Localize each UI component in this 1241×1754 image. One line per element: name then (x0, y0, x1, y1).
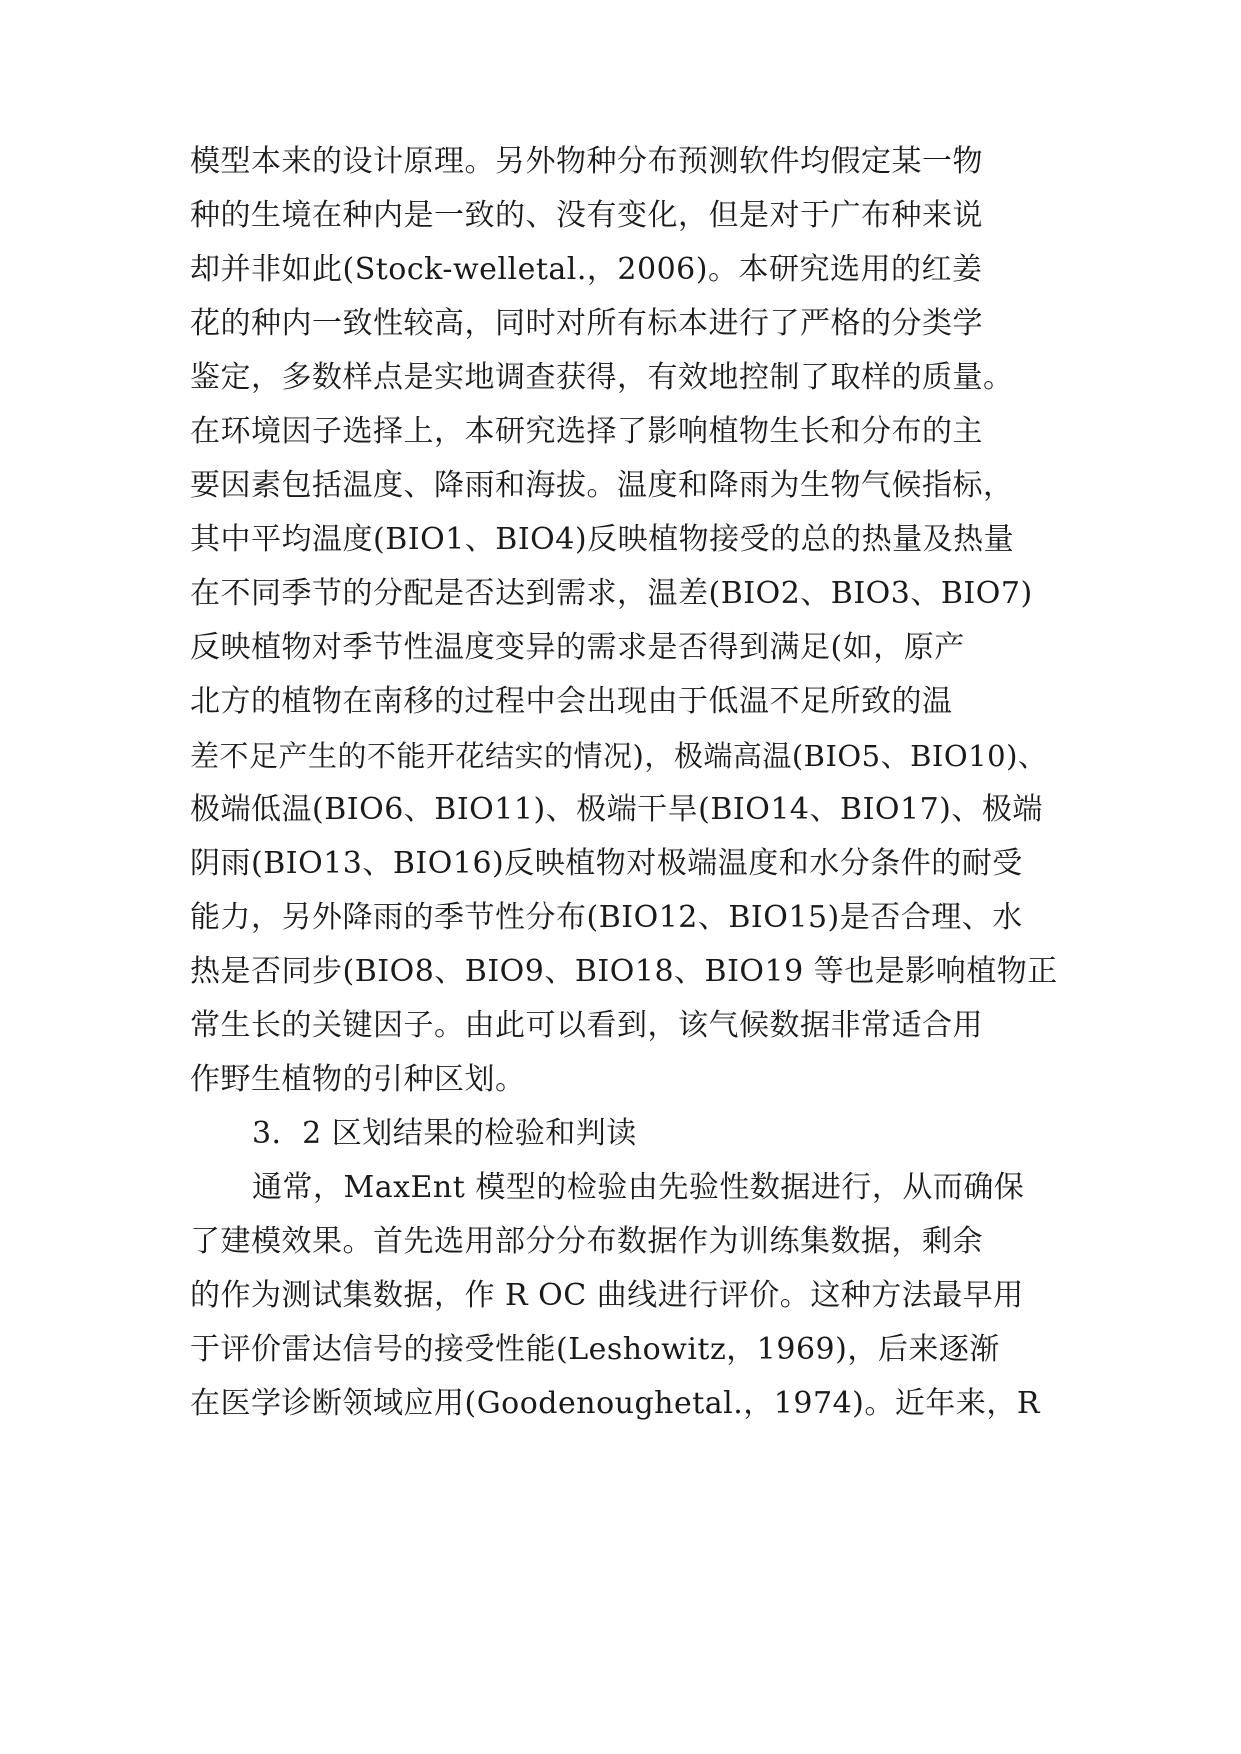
paragraph-line: 通常，MaxEnt 模型的检验由先验性数据进行，从而确保 (252, 1170, 1025, 1205)
paragraph-line: 作野生植物的引种区划。 (190, 1062, 526, 1097)
paragraph-line: 常生长的关键因子。由此可以看到，该气候数据非常适合用 (190, 1008, 983, 1043)
paragraph-line: 种的生境在种内是一致的、没有变化，但是对于广布种来说 (190, 198, 983, 233)
paragraph-line: 在不同季节的分配是否达到需求，温差(BIO2、BIO3、BIO7) (190, 576, 1033, 611)
paragraph-line: 北方的植物在南移的过程中会出现由于低温不足所致的温 (190, 684, 953, 719)
paragraph-line: 要因素包括温度、降雨和海拔。温度和降雨为生物气候指标， (190, 468, 1014, 503)
paragraph-line: 热是否同步(BIO8、BIO9、BIO18、BIO19 等也是影响植物正 (190, 954, 1058, 989)
paragraph-line: 于评价雷达信号的接受性能(Leshowitz，1969)，后来逐渐 (190, 1332, 1000, 1367)
paragraph-line: 了建模效果。首先选用部分分布数据作为训练集数据，剩余 (190, 1224, 983, 1259)
paragraph-line: 在医学诊断领域应用(Goodenoughetal.，1974)。近年来，R (190, 1386, 1040, 1421)
paragraph-line: 阴雨(BIO13、BIO16)反映植物对极端温度和水分条件的耐受 (190, 846, 1023, 881)
paragraph-line: 花的种内一致性较高，同时对所有标本进行了严格的分类学 (190, 306, 983, 341)
paragraph-line: 能力，另外降雨的季节性分布(BIO12、BIO15)是否合理、水 (190, 900, 1023, 935)
paragraph-line: 的作为测试集数据，作 R OC 曲线进行评价。这种方法最早用 (190, 1278, 1024, 1313)
paragraph-line: 鉴定，多数样点是实地调查获得，有效地控制了取样的质量。 (190, 360, 1014, 395)
paragraph-line: 反映植物对季节性温度变异的需求是否得到满足(如，原产 (190, 630, 965, 665)
paragraph-line: 差不足产生的不能开花结实的情况)，极端高温(BIO5、BIO10)、 (190, 739, 1048, 773)
paragraph-line: 在环境因子选择上，本研究选择了影响植物生长和分布的主 (190, 414, 983, 449)
paragraph-line: 极端低温(BIO6、BIO11)、极端干旱(BIO14、BIO17)、极端 (190, 792, 1043, 827)
paragraph-line: 模型本来的设计原理。另外物种分布预测软件均假定某一物 (190, 144, 983, 179)
paragraph-line: 其中平均温度(BIO1、BIO4)反映植物接受的总的热量及热量 (190, 522, 1015, 557)
paragraph-line: 却并非如此(Stock-welletal.，2006)。本研究选用的红姜 (190, 252, 983, 287)
section-heading: 3．2 区划结果的检验和判读 (252, 1116, 637, 1151)
